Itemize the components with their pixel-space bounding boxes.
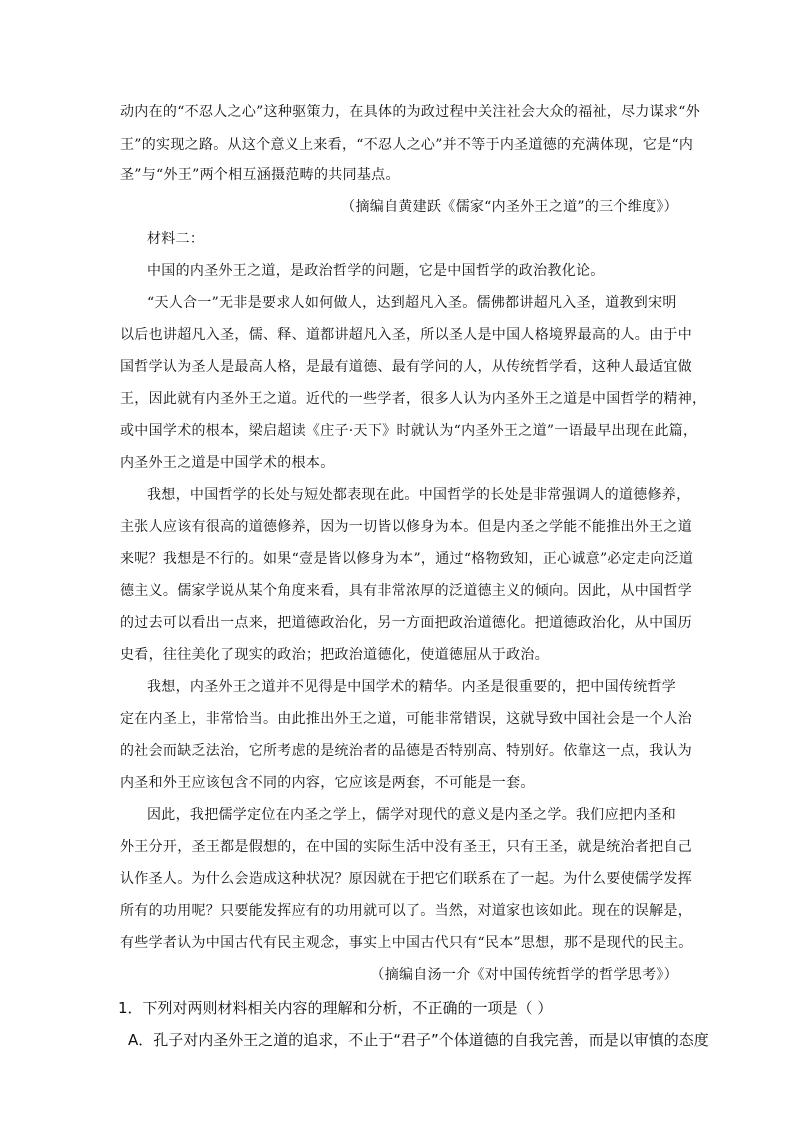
material2-paragraph-line: 我想，内圣外王之道并不见得是中国学术的精华。内圣是很重要的，把中国传统哲学	[147, 679, 677, 695]
material2-paragraph-line: 德主义。儒家学说从某个角度来看，具有非常浓厚的泛道德主义的倾向。因此，从中国哲学	[120, 583, 692, 599]
material2-paragraph-line: 我想，中国哲学的长处与短处都表现在此。中国哲学的长处是非常强调人的道德修养，	[147, 487, 691, 503]
question-1-option-a: A．孔子对内圣外王之道的追求，不止于“君子”个体道德的自我完善，而是以审慎的态度	[128, 1031, 709, 1049]
material2-paragraph-line: 中国的内圣外王之道，是政治哲学的问题，它是中国哲学的政治教化论。	[147, 263, 605, 279]
material2-paragraph-line: 内圣和外王应该包含不同的内容，它应该是两套，不可能是一套。	[120, 775, 535, 791]
material1-line: 动内在的“不忍人之心”这种驱策力，在具体的为政过程中关注社会大众的福祉，尽力谋求“外	[120, 104, 701, 120]
material2-paragraph-line: 所有的功用呢？只要能发挥应有的功用就可以了。当然，对道家也该如此。现在的误解是，	[120, 903, 692, 919]
material2-paragraph-line: 以后也讲超凡入圣，儒、释、道都讲超凡入圣，所以圣人是中国人格境界最高的人。由于中	[120, 327, 692, 343]
material2-paragraph-line: 史看，往往美化了现实的政治；把政治道德化，使道德屈从于政治。	[120, 647, 549, 663]
material2-paragraph-line: 有些学者认为中国古代有民主观念，事实上中国古代只有“民本”思想，那不是现代的民主。	[120, 935, 693, 951]
material2-paragraph-line: 的社会而缺乏法治，它所考虑的是统治者的品德是否特别高、特别好。依靠这一点，我认为	[120, 743, 692, 759]
material2-paragraph-line: 的过去可以看出一点来，把道德政治化，另一方面把政治道德化。把道德政治化，从中国历	[120, 615, 692, 631]
material2-paragraph-line: 认作圣人。为什么会造成这种状况？原因就在于把它们联系在了一起。为什么要使儒学发挥	[120, 871, 692, 887]
material2-paragraph-line: 定在内圣上，非常恰当。由此推出外王之道，可能非常错误，这就导致中国社会是一个人治	[120, 711, 692, 727]
material2-paragraph-line: 来呢？我想是不行的。如果“壹是皆以修身为本”，通过“格物致知，正心诚意”必定走向泛道	[120, 551, 694, 567]
material2-paragraph-line: 或中国学术的根本，梁启超读《庄子·天下》时就认为“内圣外王之道”一语最早出现在此篇，	[120, 423, 698, 439]
material2-paragraph-line: 外王分开，圣王都是假想的，在中国的实际生活中没有圣王，只有王圣，就是统治者把自己	[120, 839, 692, 855]
material1-line: 王”的实现之路。从这个意义上来看，“不忍人之心”并不等于内圣道德的充满体现，它是“内	[120, 137, 694, 153]
material2-paragraph-line: 内圣外王之道是中国学术的根本。	[120, 455, 335, 471]
material2-paragraph-line: 主张人应该有很高的道德修养，因为一切皆以修身为本。但是内圣之学能不能推出外王之道	[120, 519, 692, 535]
material2-paragraph-line: “天人合一”无非是要求人如何做人，达到超凡入圣。儒佛都讲超凡入圣，道教到宋明	[147, 295, 677, 311]
question-1-stem: 1．下列对两则材料相关内容的理解和分析，不正确的一项是（ ）	[118, 999, 553, 1017]
material2-paragraph-line: 王，因此就有内圣外王之道。近代的一些学者，很多人认为内圣外王之道是中国哲学的精神，	[120, 391, 707, 407]
material2-heading: 材料二：	[147, 231, 205, 247]
material1-line: 圣”与“外王”两个相互涵摄范畴的共同基点。	[120, 167, 400, 183]
material1-source: （摘编自黄建跃《儒家“内圣外王之道”的三个维度》）	[341, 199, 678, 215]
material2-source: （摘编自汤一介《对中国传统哲学的哲学思考》）	[370, 967, 678, 983]
material2-paragraph-line: 国哲学认为圣人是最高人格，是最有道德、最有学问的人，从传统哲学看，这种人最适宜做	[120, 359, 692, 375]
material2-paragraph-line: 因此，我把儒学定位在内圣之学上，儒学对现代的意义是内圣之学。我们应把内圣和	[147, 807, 677, 823]
